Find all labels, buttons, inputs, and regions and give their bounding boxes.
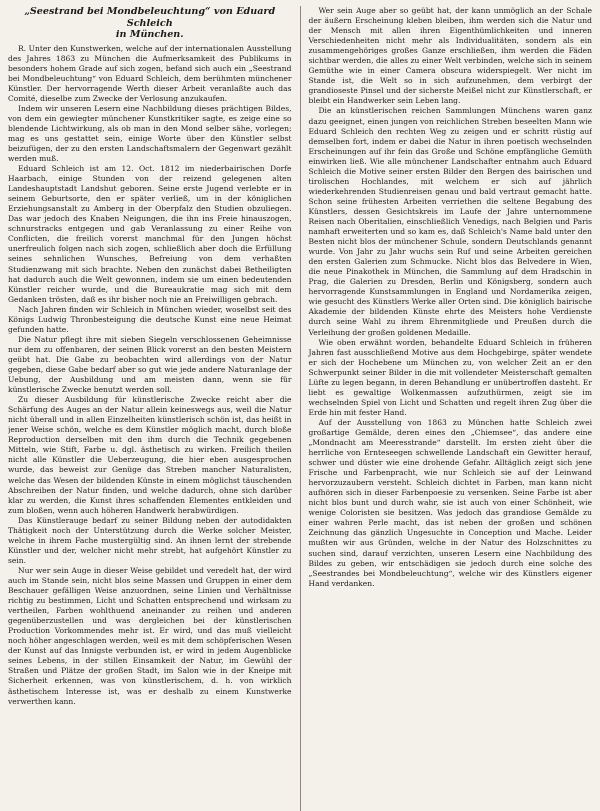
- paragraph: Zu dieser Ausbildung für künstlerische Zwecke reicht aber die Schärfung des Auges an der Natur allein keineswegs aus, weil die Natur nicht überall und in allen Einzelheiten künstlerisch schön ist, das heißt in jener Weise schön, welche es dem Künstler möglich macht, durch bloße Reproduction derselben mit den ihm durch die Technik gegebenen Mitteln, wie Stift, Farbe u. dgl. ästhetisch zu wirken. Freilich theilen nicht alle Künstler die Ueberzeugung, die hier eben ausgesprochen wurde, das beweist zur Genüge das Streben mancher Naturalisten, welche das Wesen der bildenden Künste in einem möglichst täuschenden Abschreiben der Natur finden, und welche dadurch, ohne sich darüber klar zu werden, die Kunst ihres schaffenden Elementes entkleiden und zum bloßen, wenn auch höheren Handwerk herabwürdigen.: [8, 395, 292, 515]
- article-title: [8, 6, 292, 41]
- article-title-line2: in München.: [115, 29, 184, 40]
- paragraph: Die Natur pflegt ihre mit sieben Siegeln verschlossenen Geheimnisse nur dem zu offenbaren, der seinen Blick vorerst an den besten Meistern geübt hat. Die Gabe zu beobachten wird allerdings von der Natur gegeben, diese Gabe bedarf aber so gut wie jede andere Naturanlage der Uebung, der Ausbildung und am meisten dann, wenn sie für künstlerische Zwecke benutzt werden soll.: [8, 334, 292, 395]
- paragraph: Die an künstlerischen reichen Sammlungen Münchens waren ganz dazu geeignet, einen jungen von reichlichen Streben beseelten Mann wie Eduard Schleich den rechten Weg zu zeigen und er schritt rüstig auf demselben fort, indem er dabei die Natur in ihren poetisch wechselnden Erscheinungen auf ihr fein das Große und Schöne empfängliche Gemüth einwirken ließ. Wie alle münchener Landschafter entnahm auch Eduard Schleich die Motive seiner ersten Bilder den Bergen des bairischen und tirolischen Hochlandes, mit welchem er sich auf jährlich wiederkehrenden Studienreisen genau und bald vertraut gemacht hatte. Schon seine frühesten Arbeiten verriethen die seltene Begabung des Künstlers, dessen Gesichtskreis im Laufe der Jahre unternommene Reisen nach Oberitalien, einschließlich Venedigs, nach Belgien und Paris namhaft erweiterten und so kam es, daß Schleich's Name bald unter den Besten nicht blos der münchener Schule, sondern Deutschlands genannt wurde. Von Jahr zu Jahr wuchs sein Ruf und seine Arbeiten gereichen den ersten Galerien zum Schmucke. Nicht blos das Belvedere in Wien, die neue Pinakothek in München, die Sammlung auf dem Hradschin in Prag, die Galerien zu Dresden, Berlin und Königsberg, sondern auch hervorragende Kunstsammlungen in England und Nordamerika zeigen, wie gesucht des Künstlers Werke aller Orten sind. Die königlich bairische Akademie der bildenden Künste ehrte des Meisters hohe Verdienste durch seine Wahl zu ihrem Ehrenmitgliede und Preußen durch die Verleihung der großen goldenen Medaille.: [308, 106, 592, 337]
- paragraph: Das Künstlerauge bedarf zu seiner Bildung neben der autodidakten Thätigkeit noch der Unterstützung durch die Werke solcher Meister, welche in ihrem Fache mustergültig sind. An ihnen lernt der strebende Künstler und der, welcher nicht mehr strebt, hat aufgehört Künstler zu sein.: [8, 515, 292, 565]
- paragraph: Eduard Schleich ist am 12. Oct. 1812 im niederbairischen Dorfe Haarbach, einige Stunden von der reizend gelegenen alten Landeshauptstadt Landshut geboren. Seine erste Jugend verlebte er in seinem Geburtsorte, den er später verließ, um in der königlichen Erziehungsanstalt zu Amberg in der Oberpfalz den Studien obzuliegen. Das war jedoch des Knaben Neigungen, die ihn ins Freie hinauszogen, schnurstracks entgegen und gab Veranlassung zu einer Reihe von Conflicten, die freilich vorerst manchmal für den Jungen höchst unerfreulich folgen nach sich zogen, schließlich aber doch die Erfüllung seines sehnlichen Wunsches, Befreiung von dem verhaßten Studienzwang mit sich brachte. Neben den zunächst dabei Betheiligten hat dadurch auch die Welt gewonnen, indem sie um einen bedeutenden Künstler reicher wurde, und die Bureaukratie mag sich mit dem Gedanken trösten, daß es ihr bisher noch nie an Freiwilligen gebrach.: [8, 164, 292, 304]
- paragraph: Auf der Ausstellung von 1863 zu München hatte Schleich zwei großartige Gemälde, deren eines den „Chiemsee“, das andere eine „Mondnacht am Meeresstrande“ darstellt. Im ersten zieht über die herrliche von Ernteseegen schwellende Landschaft ein Gewitter herauf, schwer und düster wie eine drohende Gefahr. Alltäglich zeigt sich jene Frische und Farbenpracht, wie nur Schleich sie auf der Leinwand hervorzuzaubern versteht. Schleich dichtet in Farben, man kann nicht aufhören sich in dieser Farbenpoesie zu versenken. Seine Farbe ist aber nicht blos bunt und durch wahr, sie ist auch von einer Schönheit, wie wenige Coloristen sie besitzen. Was jedoch das grandiose Gemälde zu einer wahren Perle macht, das ist neben der großen und schönen Zeichnung das gänzlich Ungesuchte in Conception und Mache. Leider mußten wir aus Gründen, welche in der Natur des Holzschnittes zu suchen sind, darauf verzichten, unseren Lesern eine Nachbildung des Bildes zu geben, wir entschädigen sie jedoch durch eine solche des „Seestrandes bei Mondbeleuchtung“, welche wir des Künstlers eigener Hand verdanken.: [308, 417, 592, 588]
- paragraph: Wie oben erwähnt worden, behandelte Eduard Schleich in früheren Jahren fast ausschließend Motive aus dem Hochgebirge, später wendete er sich der Hochebene um München zu, von welcher Zeit an er den Schwerpunkt seiner Bilder in die mit vollendeter Meisterschaft gemalten Lüfte zu legen begann, in deren Behandlung er unübertroffen dasteht. Er liebt es gewaltige Wolkenmassen aufzuthürmen, zeigt sie im wechselnden Spiel von Licht und Schatten und regelt ihren Zug über die Erde hin mit fester Hand.: [308, 337, 592, 417]
- right-column: [308, 6, 592, 811]
- article-title-line1: „Seestrand bei Mondbeleuchtung“ von Eduard Schleich: [24, 6, 276, 29]
- left-column: [8, 6, 292, 811]
- paragraph: Nur wer sein Auge in dieser Weise gebildet und veredelt hat, der wird auch im Stande sein, nicht blos seine Massen und Gruppen in einer dem Beschauer gefälligen Weise anzuordnen, seine Linien und Verhältnisse richtig zu bestimmen, Licht und Schatten entsprechend und wirksam zu vertheilen, Farben wohlthuend aneinander zu reihen und anderen gegenüberzustellen und was dergleichen bei der künstlerischen Production Vorkommendes mehr ist. Er wird, und das muß vielleicht noch höher angeschlagen werden, weil es mit dem schöpferischen Wesen der Kunst auf das Innigste verbunden ist, er wird in jedem Augenblicke seines Lebens, in der stillen Einsamkeit der Natur, im Gewühl der Straßen und Plätze der großen Stadt, im Salon wie in der Kneipe mit Sicherheit erkennen, was von künstlerischem, d. h. von wirklich ästhetischem Interesse ist, was er deshalb zu einem Kunstwerke verwerthen kann.: [8, 565, 292, 706]
- column-divider: [300, 6, 301, 811]
- paragraph: Indem wir unseren Lesern eine Nachbildung dieses prächtigen Bildes, von dem ein gewiegter münchener Kunstkritiker sagte, es zeige eine so blendende Lichtwirkung, als ob man in den Mond selber sähe, vorlegen; mag es uns gestattet sein, einige Worte über den Künstler selbst beizufügen, der zu den ersten Landschaftsmalern der Gegenwart gezählt werden muß.: [8, 103, 292, 164]
- paragraph: R. Unter den Kunstwerken, welche auf der internationalen Ausstellung des Jahres 1863 zu München die Aufmerksamkeit des Publikums in besonders hohem Grade auf sich zogen, befand sich auch ein „Seestrand bei Mondbeleuchtung“ von Eduard Schleich, dem berühmten münchener Künstler. Der hervorragende Werth dieser Arbeit veranlaßte auch das Comité, dieselbe zum Zwecke der Verlosung anzukaufen.: [8, 43, 292, 103]
- paragraph: Nach Jahren finden wir Schleich in München wieder, woselbst seit des Königs Ludwig Thronbesteigung die deutsche Kunst eine neue Heimat gefunden hatte.: [8, 304, 292, 334]
- paragraph: Wer sein Auge aber so geübt hat, der kann unmöglich an der Schale der äußern Erscheinung kleben bleiben, ihm werden sich die Natur und der Mensch mit allen ihren Eigenthümlichkeiten und inneren Verschiedenheiten nicht mehr als Individualitäten, sondern als ein zusammengehöriges großes Ganze erschließen, ihm werden die Fäden sichtbar werden, die alles zu einer Welt verbinden, welche sich in seinem Gemüthe wie in einer Camera obscura widerspiegelt. Wer nicht im Stande ist, die Welt so in sich aufzunehmen, dem verbirgt der grandioseste Pinsel und der sicherste Meißel nicht zur Künstlerschaft, er bleibt ein Handwerker sein Leben lang.: [308, 6, 592, 106]
